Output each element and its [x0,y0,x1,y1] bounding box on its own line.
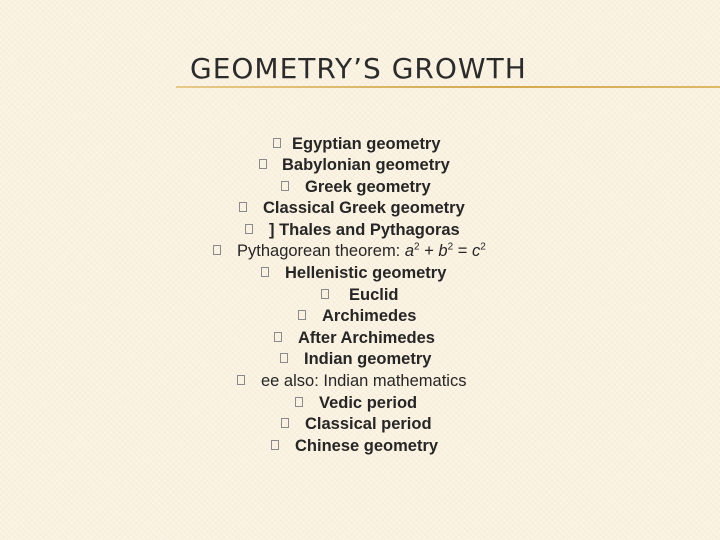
bullet-icon [235,374,246,387]
list-item-text: Greek geometry [305,178,431,196]
bullet-icon [237,201,248,214]
list-item-text: Vedic period [319,394,418,412]
formula-b: b [438,242,448,260]
bullet-icon [269,439,280,452]
list-item-text: Pythagorean theorem: [237,242,405,260]
list-item-text: Chinese geometry [295,437,439,455]
list-item [285,263,446,283]
bullet-icon [293,396,304,409]
list-item-text: Classical Greek geometry [263,199,465,217]
list-item-text: After Archimedes [298,329,435,347]
bullet-icon [296,309,307,322]
list-item-text: Euclid [349,286,399,304]
list-item [261,371,466,391]
slide-title: GEOMETRY’S GROWTH [190,52,527,85]
bullet-icon [279,180,290,193]
list-item [295,436,438,456]
list-item-text: Hellenistic geometry [285,264,447,282]
list-item [298,328,435,348]
list-item-text: ] Thales and Pythagoras [269,221,460,239]
list-item-text: Classical period [305,415,432,433]
list-item [305,177,431,197]
bullet-icon [278,352,289,365]
formula-exp-a: 2 [414,241,420,253]
bullet-icon [257,158,268,171]
list-item-text: Babylonian geometry [282,156,450,174]
formula-c: c [471,242,481,260]
bullet-icon [272,331,283,344]
list-item: Pythagorean theorem: $a^2 + b^2 = c^2$ [237,241,486,261]
formula-exp-c: 2 [480,241,486,253]
formula-exp-b: 2 [447,241,454,253]
list-item-text: Indian geometry [304,350,432,368]
formula-a: a [404,242,415,260]
list-item [282,155,450,175]
bullet-icon [279,417,290,430]
bullet-icon [319,288,330,301]
list-item [319,393,417,413]
list-item [322,306,416,326]
list-item [292,134,441,154]
list-item-text: ee also: Indian mathematics [261,372,467,390]
bullet-icon [259,266,270,279]
list-item [349,285,399,305]
list-item [305,414,432,434]
list-item [304,349,431,369]
list-item [269,220,460,240]
bullet-icon [211,244,222,257]
bullet-icon [243,223,254,236]
list-item [263,198,465,218]
list-item-text: Archimedes [322,307,417,325]
bullet-icon [271,137,282,150]
list-item-text: Egyptian geometry [292,135,441,153]
